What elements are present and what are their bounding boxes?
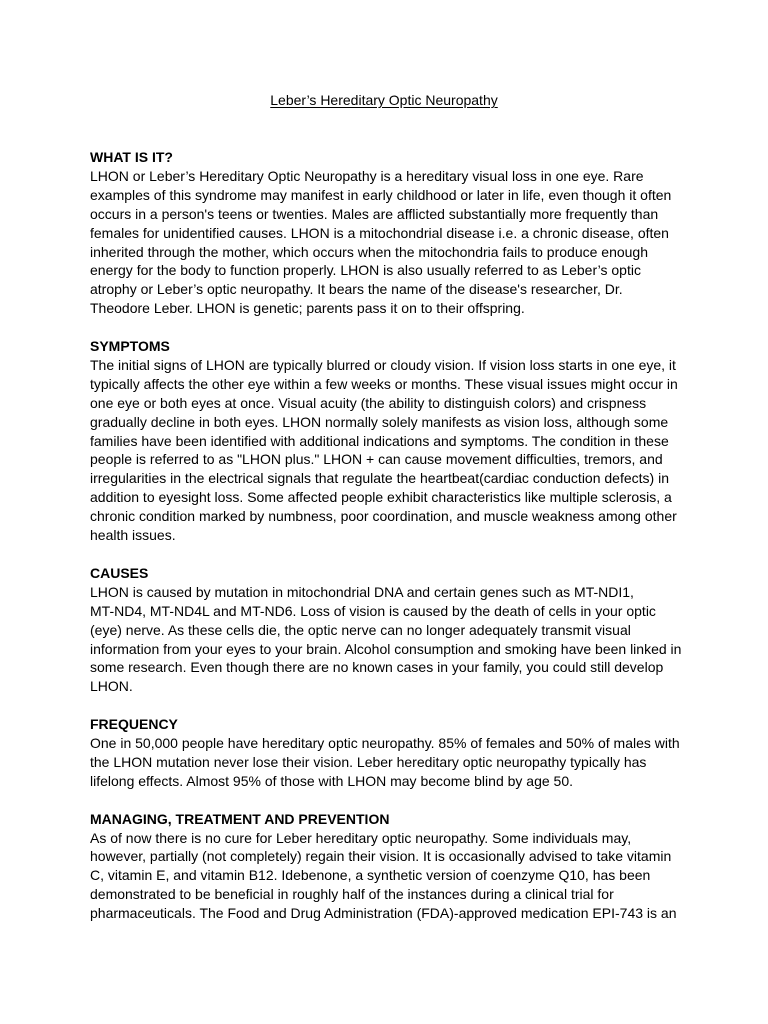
paragraph-line: people is referred to as "LHON plus." LHON + can cause movement difficulties, tremors, and [90, 451, 663, 468]
section-frequency [90, 715, 690, 791]
paragraph-line: typically affects the other eye within a few weeks or months. These visual issues might occur in [90, 375, 678, 392]
paragraph-line: information from your eyes to your brain. Alcohol consumption and smoking have been linked in [90, 640, 682, 657]
paragraph-line: (eye) nerve. As these cells die, the optic nerve can no longer adequately transmit visual [90, 621, 631, 638]
paragraph-line: LHON is caused by mutation in mitochondrial DNA and certain genes such as MT-NDI1, [90, 583, 634, 600]
paragraph-line: one eye or both eyes at once. Visual acuity (the ability to distinguish colors) and crispness [90, 394, 647, 411]
paragraph-line: health issues. [90, 527, 176, 544]
paragraph-line: One in 50,000 people have hereditary optic neuropathy. 85% of females and 50% of males with [90, 735, 680, 752]
section-heading: WHAT IS IT? [90, 149, 173, 165]
paragraph-line: pharmaceuticals. The Food and Drug Administration (FDA)-approved medication EPI-743 is an [90, 905, 677, 922]
paragraph-line: atrophy or Leber’s optic neuropathy. It bears the name of the disease's researcher, Dr. [90, 281, 623, 298]
document-title: Leber’s Hereditary Optic Neuropathy [270, 92, 498, 108]
paragraph-line: irregularities in the electrical signals that regulate the heartbeat(cardiac conduction defects) in [90, 470, 669, 487]
paragraph-line: addition to eyesight loss. Some affected people exhibit characteristics like multiple sclerosis, a [90, 489, 672, 506]
paragraph-line: LHON or Leber’s Hereditary Optic Neuropathy is a hereditary visual loss in one eye. Rare [90, 167, 644, 184]
paragraph-line: Theodore Leber. LHON is genetic; parents pass it on to their offspring. [90, 300, 525, 317]
paragraph-line: families have been identified with additional indications and symptoms. The condition in these [90, 432, 669, 449]
paragraph-line: some research. Even though there are no known cases in your family, you could still develop [90, 659, 664, 676]
section-heading: MANAGING, TREATMENT AND PREVENTION [90, 810, 390, 827]
paragraph-line: C, vitamin E, and vitamin B12. Idebenone, a synthetic version of coenzyme Q10, has been [90, 867, 651, 884]
paragraph-line: however, partially (not completely) regain their vision. It is occasionally advised to take vitamin [90, 848, 672, 865]
document-title-container [0, 91, 768, 110]
paragraph-line: demonstrated to be beneficial in roughly half of the instances during a clinical trial for [90, 886, 614, 903]
paragraph-line: examples of this syndrome may manifest in early childhood or later in life, even though it often [90, 186, 672, 203]
paragraph-line: As of now there is no cure for Leber hereditary optic neuropathy. Some individuals may, [90, 829, 632, 846]
section-heading: FREQUENCY [90, 716, 178, 733]
paragraph-line: LHON. [90, 678, 133, 695]
paragraph-line: gradually decline in both eyes. LHON normally solely manifests as vision loss, although some [90, 413, 669, 430]
section-managing-treatment-prevention [90, 810, 690, 923]
paragraph-line: lifelong effects. Almost 95% of those with LHON may become blind by age 50. [90, 772, 573, 789]
section-what-is-it [90, 148, 690, 318]
paragraph-line: MT-ND4, MT-ND4L and MT-ND6. Loss of vision is caused by the death of cells in your optic [90, 602, 656, 619]
paragraph-line: females for unidentified causes. LHON is a mitochondrial disease i.e. a chronic disease, often [90, 224, 669, 241]
section-heading: CAUSES [90, 564, 149, 581]
paragraph-line: chronic condition marked by numbness, poor coordination, and muscle weakness among other [90, 508, 677, 525]
document-body [90, 148, 690, 923]
paragraph-line: The initial signs of LHON are typically blurred or cloudy vision. If vision loss starts in one eye, it [90, 356, 676, 373]
paragraph-line: energy for the body to function properly. LHON is also usually referred to as Leber’s optic [90, 262, 641, 279]
section-symptoms [90, 337, 690, 545]
section-heading: SYMPTOMS [90, 338, 170, 355]
paragraph-line: inherited through the mother, which occurs when the mitochondria fails to produce enough [90, 243, 649, 260]
paragraph-line: the LHON mutation never lose their vision. Leber hereditary optic neuropathy typically has [90, 753, 647, 770]
section-causes [90, 564, 690, 696]
paragraph-line: occurs in a person's teens or twenties. Males are afflicted substantially more frequently than [90, 205, 659, 222]
